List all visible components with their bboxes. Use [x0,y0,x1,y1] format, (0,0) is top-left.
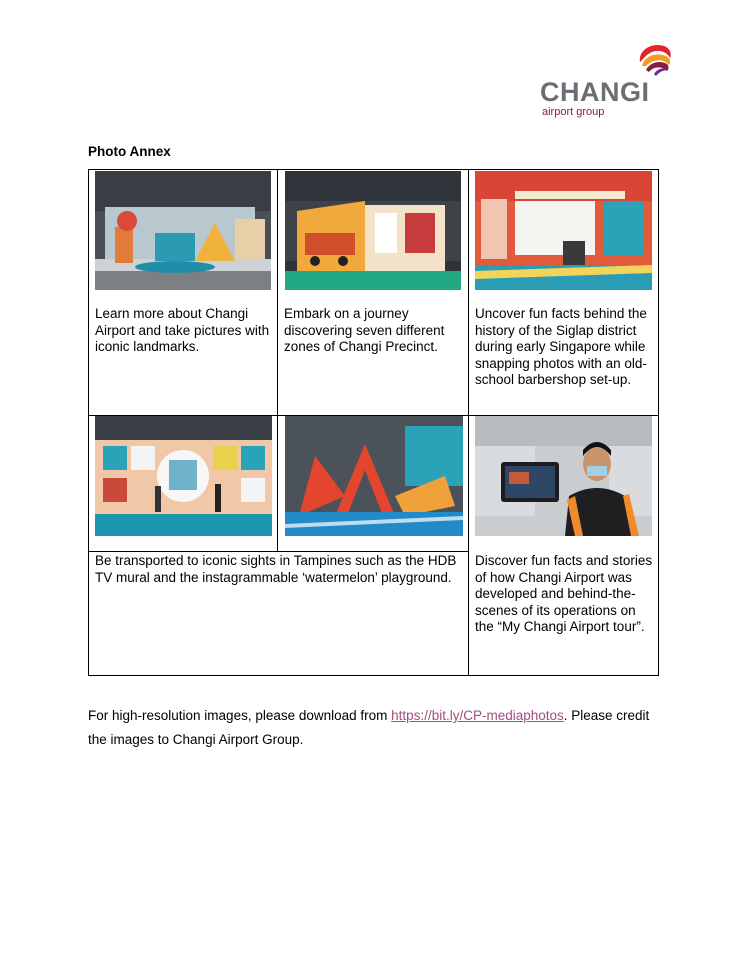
table-divider [277,415,278,551]
footer-text-before: For high-resolution images, please download from [88,708,392,723]
table-divider [468,170,469,676]
caption-tampines: Be transported to iconic sights in Tampines such as the HDB TV mural and the instagrammable ‘watermelon’ playground. [95,553,457,585]
media-photos-link[interactable]: https://bit.ly/CP-mediaphotos [391,708,564,723]
page-title: Photo Annex [88,144,171,159]
logo-subtitle: airport group [542,106,605,118]
photo-tour [475,416,652,536]
footer-note [88,704,668,752]
table-divider [89,551,468,552]
caption-tour: Discover fun facts and stories of how Changi Airport was developed and behind-the-scenes of its operations on the “My Changi Airport tour”. [475,553,653,635]
photo-watermelon [285,416,463,536]
photo-tampines [95,416,272,536]
photo-barbershop [475,171,652,290]
logo-wordmark: CHANGI [540,77,650,107]
footer-text-after: . Please credit the images to Changi Airport Group. [88,708,650,747]
table-divider [277,170,278,415]
caption-precinct: Embark on a journey discovering seven different zones of Changi Precinct. [284,306,445,355]
photo-annex-table [88,169,659,676]
photo-landmarks [95,171,271,290]
photo-precinct [285,171,461,290]
caption-landmarks: Learn more about Changi Airport and take pictures with iconic landmarks. [95,306,270,355]
changi-logo [538,38,678,122]
caption-barbershop: Uncover fun facts behind the history of the Siglap district during early Singapore while snapping photos with an old-school barbershop set-up. [475,306,647,388]
changi-swirl-icon [634,40,674,80]
